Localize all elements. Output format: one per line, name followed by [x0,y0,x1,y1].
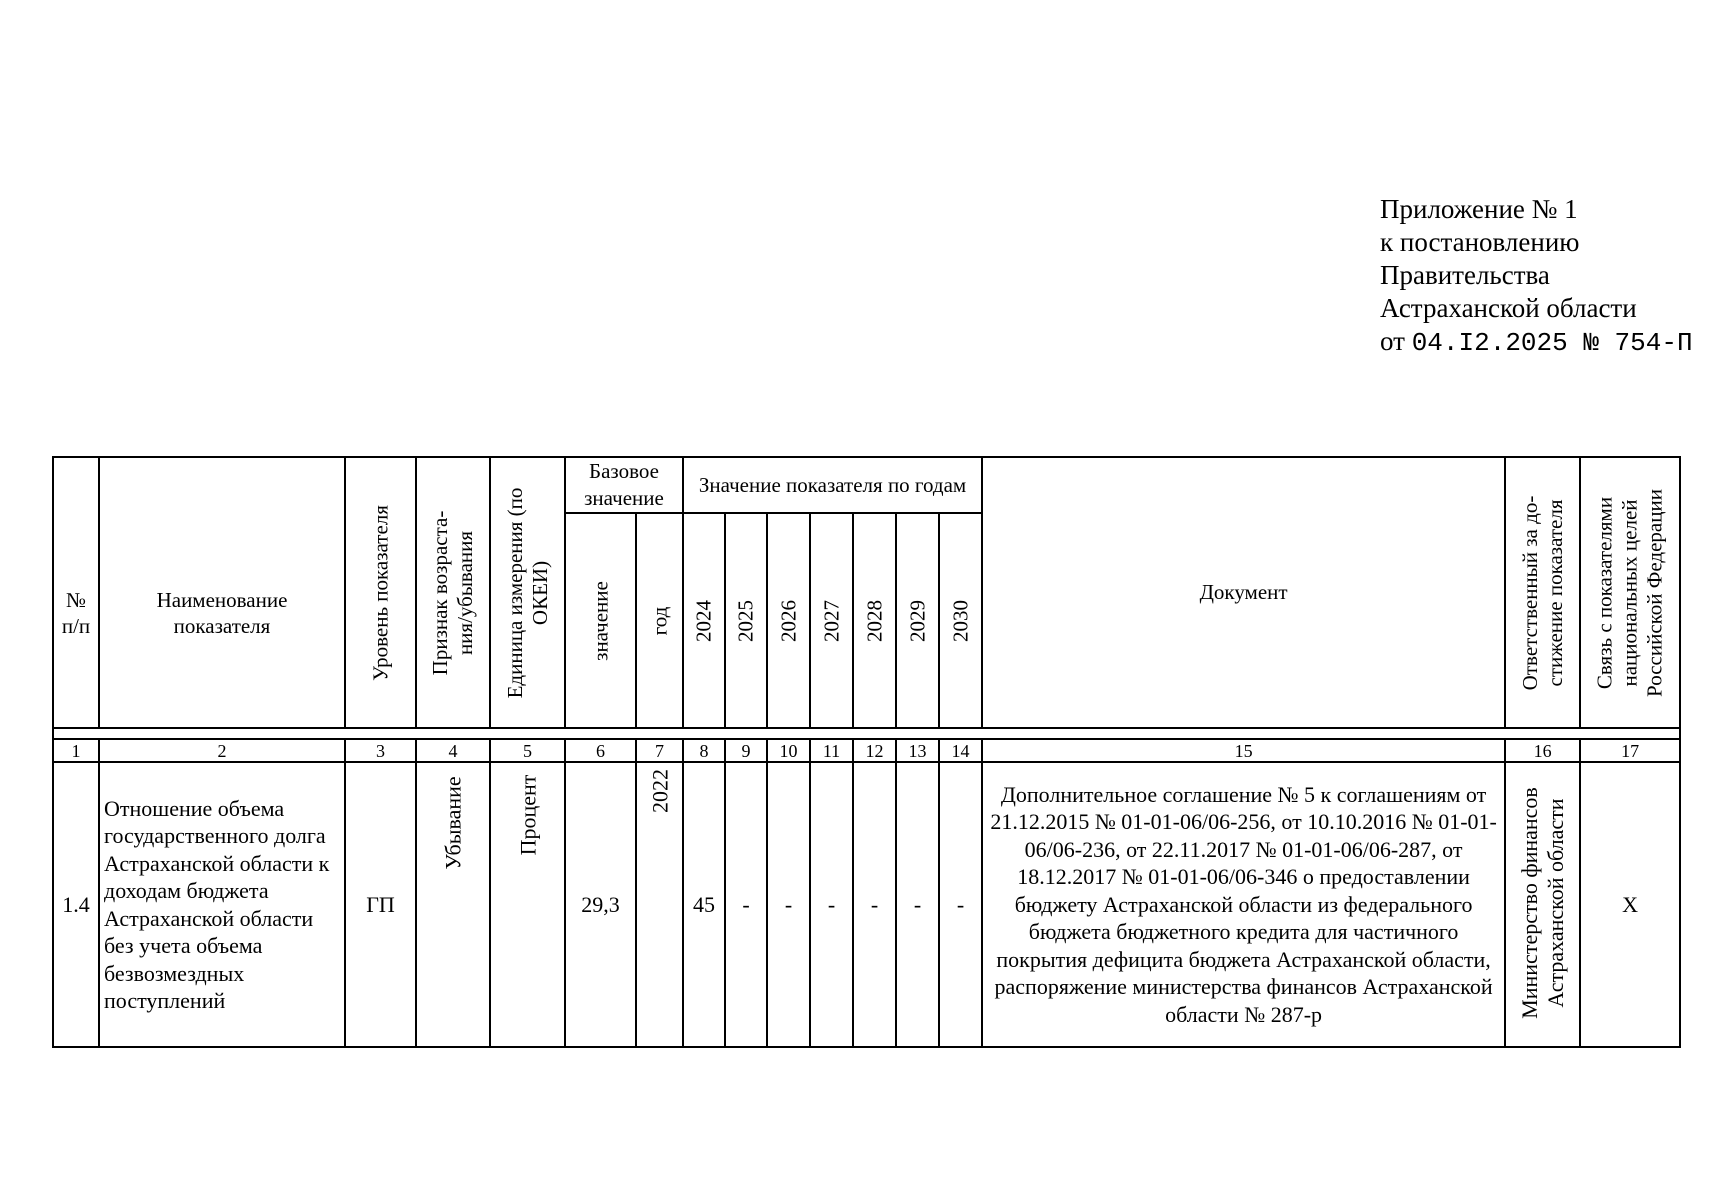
column-number-row [53,739,1680,762]
column-number: 14 [939,739,982,762]
table-gap [53,728,1680,739]
column-number: 9 [725,739,767,762]
header-row-top [53,457,1680,513]
header-year: 2026 [767,513,810,728]
row-year-value: - [896,762,939,1047]
row-responsible: Министерство финансов Астраханской области [1505,762,1580,1047]
approval-block [1380,193,1710,360]
row-link: X [1580,762,1680,1047]
row-year-value: - [853,762,896,1047]
column-number: 16 [1505,739,1580,762]
row-trend: Убывание [416,762,490,1047]
date-stamp: 04.I2.2025 № 754-П [1411,328,1693,358]
row-base-value: 29,3 [565,762,636,1047]
header-by-years: Значение показателя по годам [683,457,982,513]
row-num: 1.4 [53,762,99,1047]
header-base: Базовое значение [565,457,683,513]
column-number: 2 [99,739,345,762]
header-unit: Единица измерения (по ОКЕИ) [490,457,565,728]
row-year-value: - [767,762,810,1047]
approval-date [1380,325,1710,360]
date-prefix: от [1380,326,1405,356]
column-number: 13 [896,739,939,762]
column-number: 6 [565,739,636,762]
header-document: Документ [982,457,1505,728]
header-year: 2028 [853,513,896,728]
column-number: 3 [345,739,416,762]
header-level: Уровень показателя [345,457,416,728]
approval-line: Правительства [1380,260,1550,290]
row-name: Отношение объема государственного долга Астраханской области к доходам бюджета Астраханской области без учета объема безвозмездных поступлений [99,762,345,1047]
header-name: Наименование показателя [99,457,345,728]
row-year-value: - [725,762,767,1047]
approval-line: Приложение № 1 [1380,194,1578,224]
row-document: Дополнительное соглашение № 5 к соглашениям от 21.12.2015 № 01-01-06/06-256, от 10.10.2016 № 01-01-06/06-236, от 22.11.2017 № 01-01-06/06-287, от 18.12.2017 № 01-01-06/06-346 о предоставлении бюджету Астраханской области из федерального бюджета бюджетного кредита для частичного покрытия дефицита бюджета Астраханской области, распоряжение министерства финансов Астраханской области № 287-р [982,762,1505,1047]
header-link: Связь с показателями национальных целей Российской Федерации [1580,457,1680,728]
header-year: 2024 [683,513,725,728]
column-number: 12 [853,739,896,762]
column-number: 15 [982,739,1505,762]
header-responsible: Ответственный за до- стижение показателя [1505,457,1580,728]
column-number: 4 [416,739,490,762]
header-year: 2027 [810,513,853,728]
header-base-value: значение [565,513,636,728]
column-number: 11 [810,739,853,762]
header-num: № п/п [53,457,99,728]
column-number: 17 [1580,739,1680,762]
header-year: 2029 [896,513,939,728]
row-year-value: - [810,762,853,1047]
column-number: 7 [636,739,683,762]
column-number: 8 [683,739,725,762]
indicators-table [52,456,1681,1048]
header-trend: Признак возраста- ния/убывания [416,457,490,728]
column-number: 5 [490,739,565,762]
header-base-year: год [636,513,683,728]
approval-line: Астраханской области [1380,293,1637,323]
approval-line: к постановлению [1380,227,1580,257]
row-base-year: 2022 [636,762,683,1047]
row-year-value: 45 [683,762,725,1047]
header-year: 2030 [939,513,982,728]
row-level: ГП [345,762,416,1047]
column-number: 1 [53,739,99,762]
column-number: 10 [767,739,810,762]
row-unit: Процент [490,762,565,1047]
row-year-value: - [939,762,982,1047]
table-row [53,762,1680,1047]
header-year: 2025 [725,513,767,728]
